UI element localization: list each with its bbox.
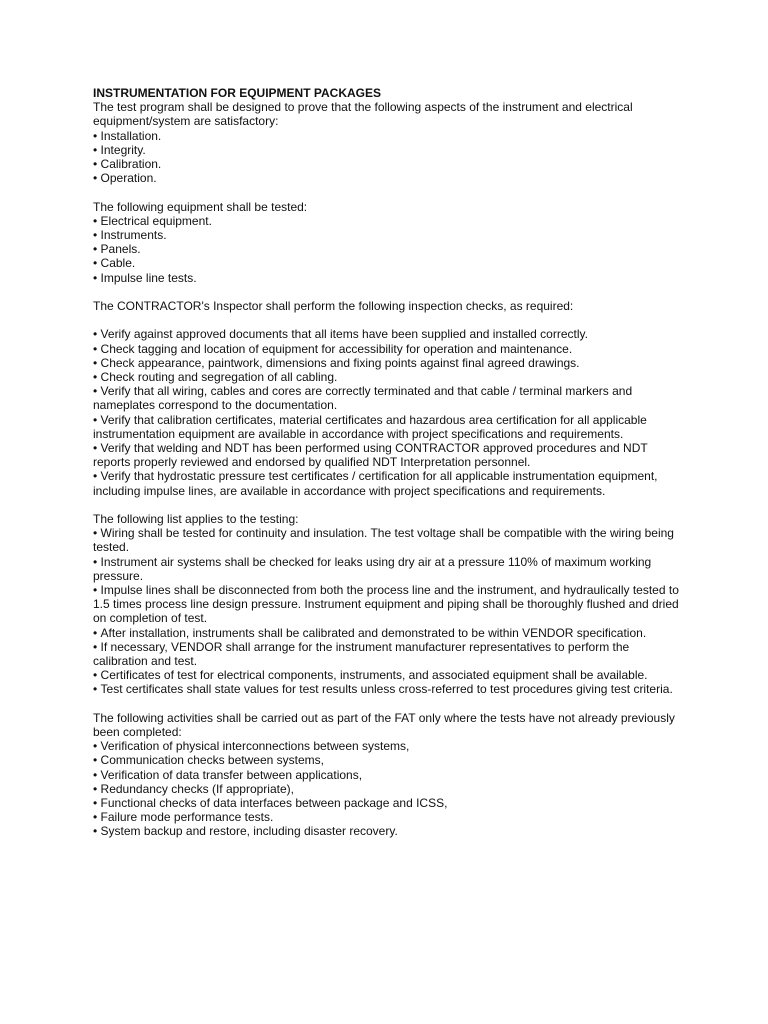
intro-paragraph: The test program shall be designed to prove that the following aspects of the instrument and electrical equipment/system are satisfactory: — [93, 100, 633, 129]
list-item: • Verify that calibration certificates, material certificates and hazardous area certification for all applicable instrumentation equipment are available in accordance with project specifications and requirements. — [93, 413, 683, 441]
spacer — [93, 498, 683, 512]
testing-list — [93, 526, 683, 696]
list-item: • Failure mode performance tests. — [93, 810, 683, 824]
fat-activities-list — [93, 739, 683, 838]
list-item: • Verification of data transfer between applications, — [93, 768, 683, 782]
list-item: • Verification of physical interconnections between systems, — [93, 739, 683, 753]
list-item: • Calibration. — [93, 157, 683, 171]
inspection-intro: The CONTRACTOR's Inspector shall perform the following inspection checks, as required: — [93, 299, 574, 314]
list-item: • Communication checks between systems, — [93, 753, 683, 767]
list-item: • Operation. — [93, 171, 683, 185]
list-item: • Wiring shall be tested for continuity and insulation. The test voltage shall be compatible with the wiring being tested. — [93, 526, 683, 554]
fat-intro: The following activities shall be carried out as part of the FAT only where the tests have not already previously been completed: — [93, 710, 675, 740]
equipment-intro: The following equipment shall be tested: — [93, 199, 308, 214]
list-item: • Verify that welding and NDT has been performed using CONTRACTOR approved procedures and NDT reports properly reviewed and endorsed by qualified NDT Interpretation personnel. — [93, 441, 683, 469]
list-item: • Electrical equipment. — [93, 214, 683, 228]
inspection-checks-list — [93, 327, 683, 497]
document-heading: INSTRUMENTATION FOR EQUIPMENT PACKAGES — [93, 86, 381, 100]
list-item: • Check routing and segregation of all cabling. — [93, 370, 683, 384]
list-item: • After installation, instruments shall be calibrated and demonstrated to be within VENDOR specification. — [93, 626, 683, 640]
list-item: • Check appearance, paintwork, dimensions and fixing points against final agreed drawings. — [93, 356, 683, 370]
spacer — [93, 285, 683, 299]
testing-intro: The following list applies to the testing: — [93, 512, 299, 527]
document-body — [93, 86, 683, 839]
list-item: • Verify that all wiring, cables and cores are correctly terminated and that cable / terminal markers and nameplates correspond to the documentation. — [93, 384, 683, 412]
spacer — [93, 313, 683, 327]
list-item: • Integrity. — [93, 143, 683, 157]
list-item: • If necessary, VENDOR shall arrange for the instrument manufacturer representatives to perform the calibration and test. — [93, 640, 683, 668]
list-item: • Certificates of test for electrical components, instruments, and associated equipment shall be available. — [93, 668, 683, 682]
spacer — [93, 697, 683, 711]
list-item: • Impulse line tests. — [93, 271, 683, 285]
list-item: • Check tagging and location of equipment for accessibility for operation and maintenance. — [93, 342, 683, 356]
aspects-list — [93, 129, 683, 186]
list-item: • Panels. — [93, 242, 683, 256]
list-item: • Redundancy checks (If appropriate), — [93, 782, 683, 796]
list-item: • Installation. — [93, 129, 683, 143]
list-item: • Cable. — [93, 256, 683, 270]
list-item: • Instrument air systems shall be checked for leaks using dry air at a pressure 110% of maximum working pressure. — [93, 555, 683, 583]
list-item: • System backup and restore, including disaster recovery. — [93, 824, 683, 838]
spacer — [93, 185, 683, 199]
list-item: • Instruments. — [93, 228, 683, 242]
list-item: • Functional checks of data interfaces between package and ICSS, — [93, 796, 683, 810]
list-item: • Impulse lines shall be disconnected from both the process line and the instrument, and hydraulically tested to 1.5 times process line design pressure. Instrument equipment and piping shall be thoroughly flushed and dried on completion of test. — [93, 583, 683, 626]
equipment-list — [93, 214, 683, 285]
list-item: • Verify that hydrostatic pressure test certificates / certification for all applicable instrumentation equipment, including impulse lines, are available in accordance with project specifications and requirements. — [93, 469, 683, 497]
list-item: • Test certificates shall state values for test results unless cross-referred to test procedures giving test criteria. — [93, 682, 683, 696]
list-item: • Verify against approved documents that all items have been supplied and installed correctly. — [93, 327, 683, 341]
